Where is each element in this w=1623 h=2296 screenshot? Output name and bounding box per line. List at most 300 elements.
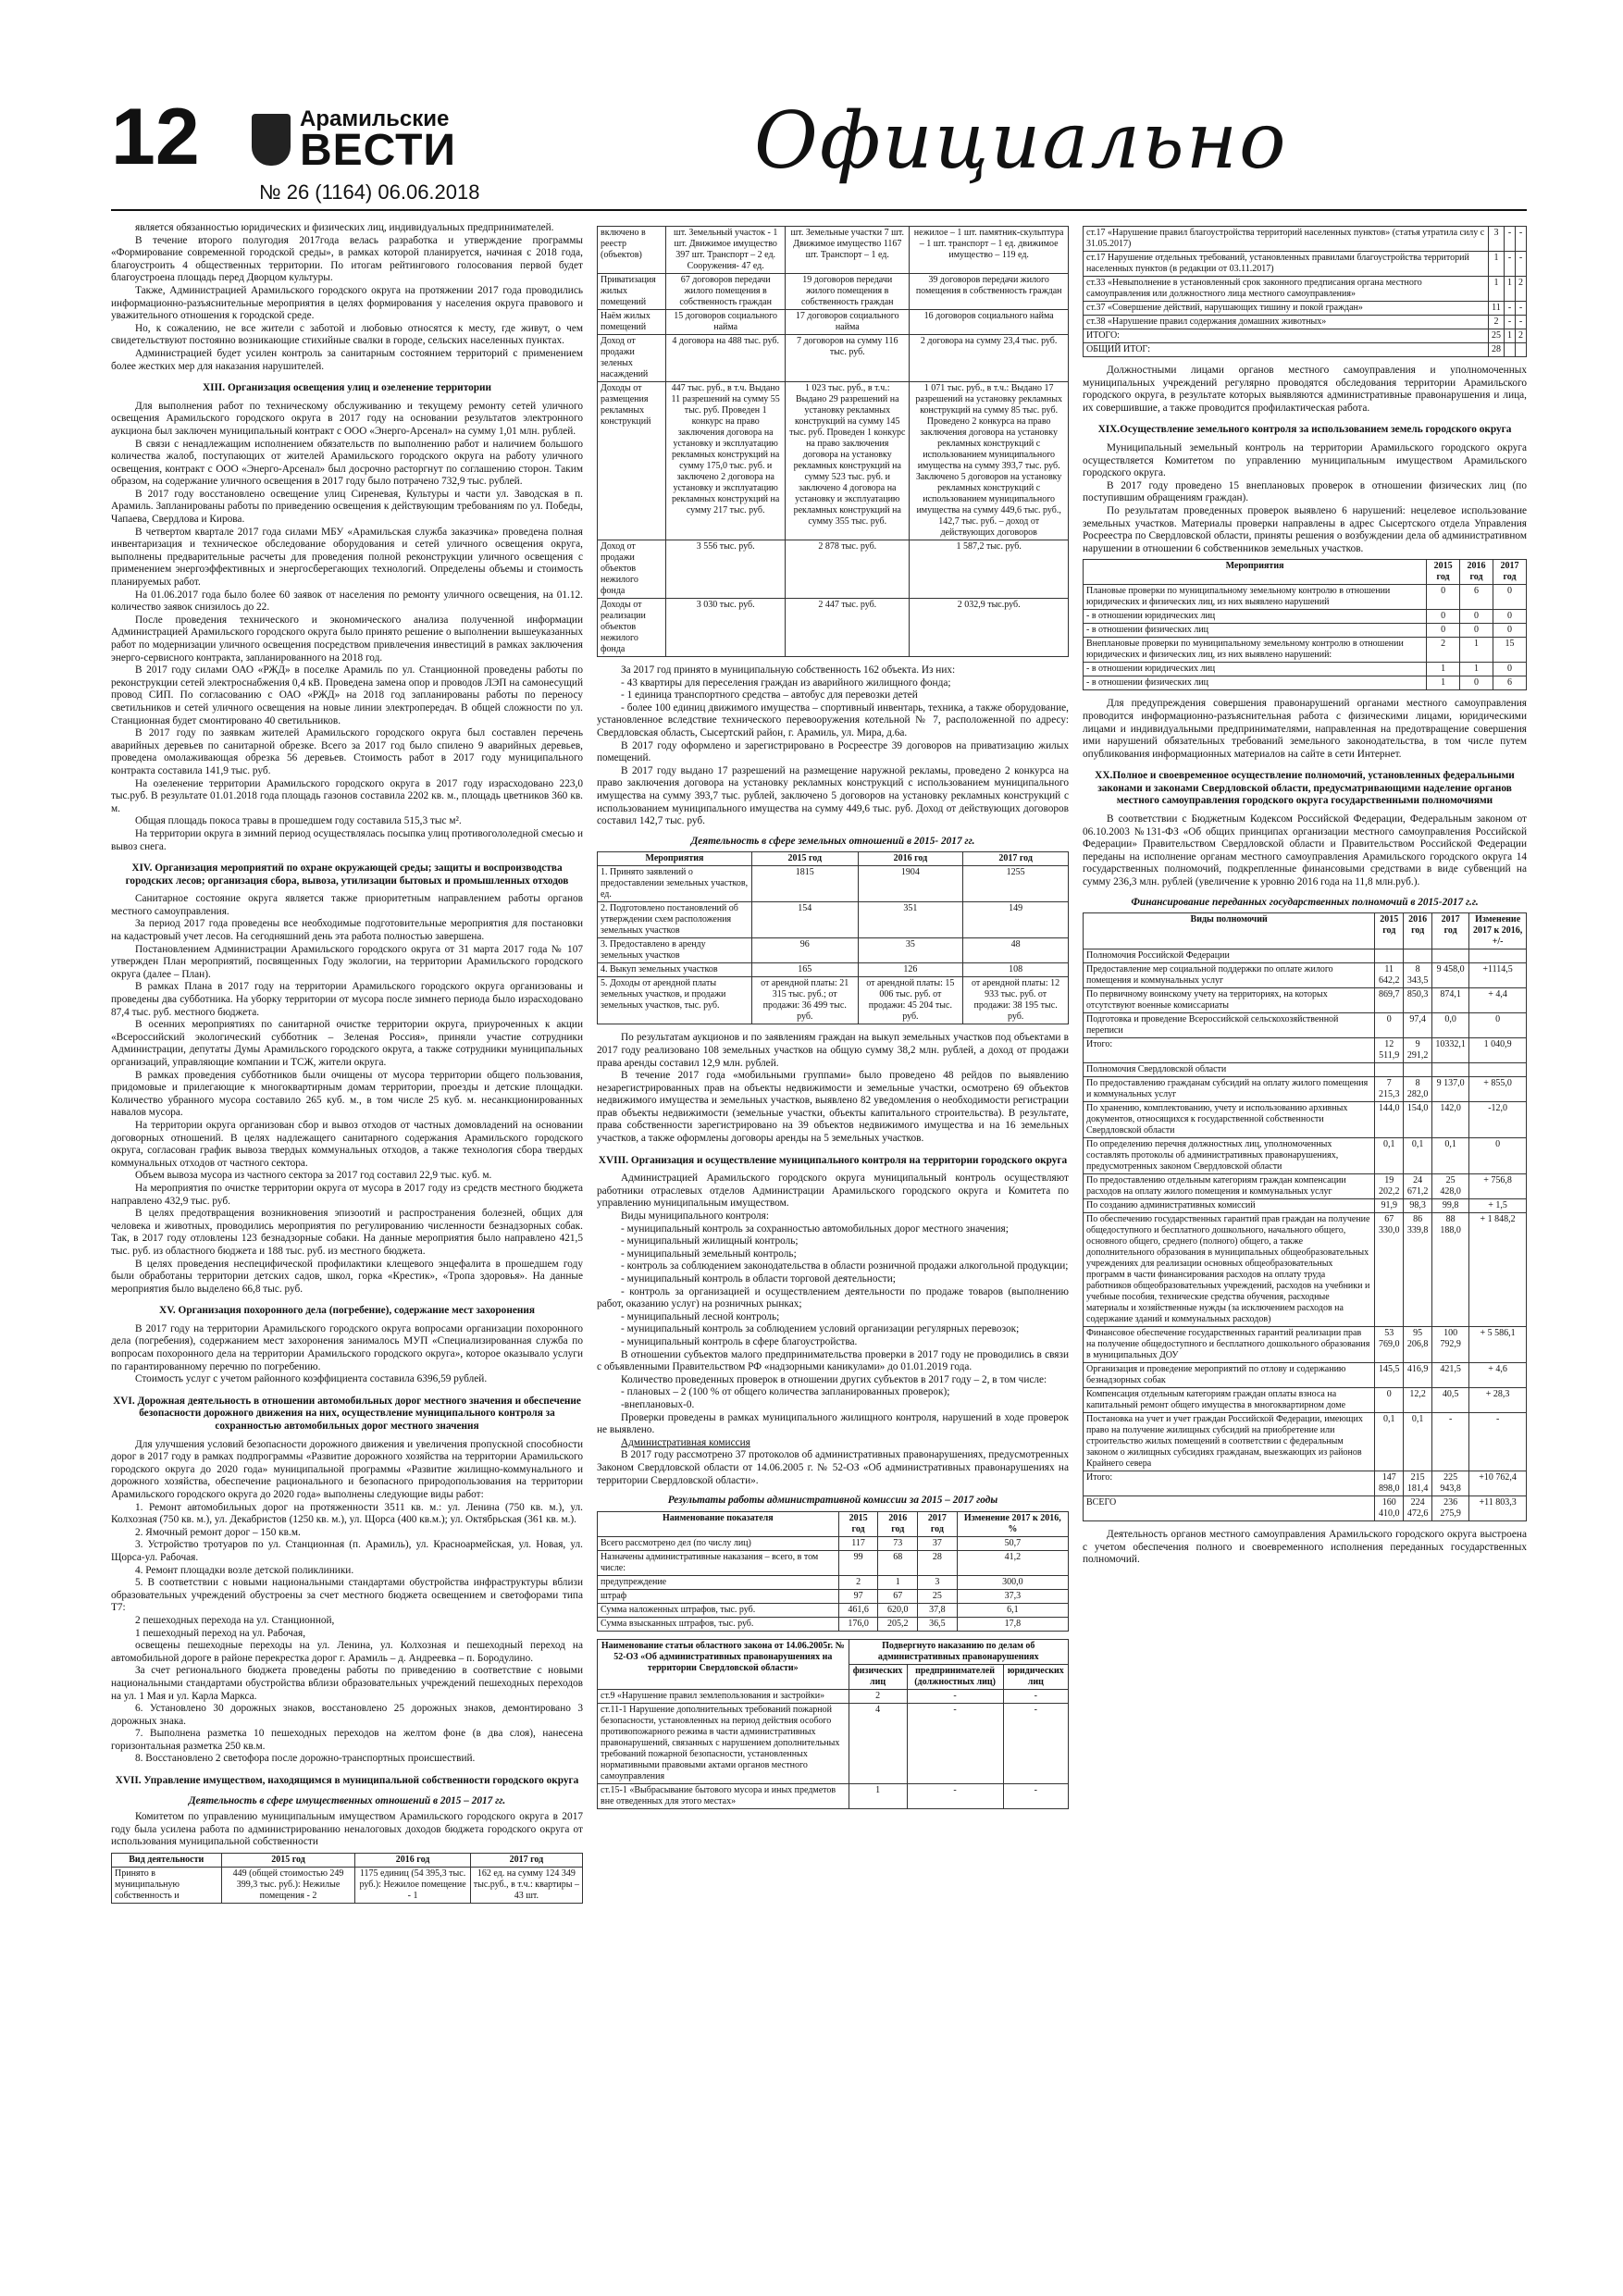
table-cell: 850,3 [1404, 988, 1432, 1013]
table-cell: 7 215,3 [1375, 1077, 1404, 1102]
paragraph: - муниципальный жилищный контроль; [621, 1235, 799, 1247]
table-cell: 17 договоров социального найма [786, 310, 910, 335]
table-cell: Подготовка и проведение Всероссийской сельскохозяйственной переписи [1084, 1013, 1375, 1038]
table-row [1084, 1413, 1527, 1471]
table-cell: 449 (общей стоимостью 249 399,3 тыс. руб.): Нежилые помещения - 2 [221, 1868, 355, 1904]
paragraph: 4. Ремонт площадки возле детской поликлиники. [135, 1564, 354, 1576]
table-cell: - в отношении юридических лиц [1084, 610, 1427, 624]
paragraph: 3. Устройство тротуаров по ул. Станционная (п. Арамиль), ул. Красноармейская, ул. Новая, ул. Щорса-ул. Рабочая. [111, 1539, 583, 1563]
table-cell: 461,6 [838, 1603, 878, 1617]
section-heading: XIII. Организация освещения улиц и озеленение территории [202, 382, 492, 394]
table-cell: Принято в муниципальную собственность и [112, 1868, 222, 1904]
table-cell [1375, 1063, 1404, 1077]
table-cell: 0 [1460, 610, 1493, 624]
table-cell: 8 282,0 [1404, 1077, 1432, 1102]
table-cell: 24 671,2 [1404, 1174, 1432, 1199]
table-cell: 37 [918, 1536, 958, 1550]
table-header: Мероприятия [1084, 560, 1427, 585]
table-row [598, 866, 1069, 902]
table-cell: 0 [1427, 624, 1460, 638]
table-cell: 0 [1493, 585, 1527, 610]
table-header: 2015 год [221, 1854, 355, 1868]
table-cell: 160 410,0 [1375, 1496, 1404, 1521]
issue-info: № 26 (1164) 06.06.2018 [259, 180, 480, 204]
table-row [598, 227, 1069, 274]
table-cell: 67 договоров передачи жилого помещения в собственность граждан [666, 274, 786, 310]
table-cell: 1 071 тыс. руб., в т.ч.: Выдано 17 разрешений на установку рекламных конструкций на сумму 85 тыс. руб. Проведено 2 конкурса на право заключения договора на установку рекламных конструкций с использованием муниципального имущества на сумму 393,7 тыс. руб. Заключено 5 договоров на установку рекламных конструкций с использованием муниципального имущества на сумму 449,6 тыс. руб., 142,7 тыс. руб. – доход от действующих договоров [910, 382, 1069, 540]
table-header: Мероприятия [598, 852, 752, 866]
table-cell: 98,3 [1404, 1199, 1432, 1213]
admin-commission-table [597, 1511, 1069, 1632]
property-table [111, 1853, 583, 1904]
table-cell: ст.11-1 Нарушение дополнительных требований пожарной безопасности, установленных на период действия особого противопожарного режима в части административных правонарушений, связанных с нарушением дополнительных требований пожарной безопасности, установленных нормативными правовыми актами органов местного самоуправления [598, 1703, 849, 1783]
table-cell: 97 [838, 1589, 878, 1603]
table-cell: 1904 [858, 866, 963, 902]
paragraph: Постановлением Администрации Арамильского городского округа от 31 марта 2017 года № 107 утвержден План мероприятий, посвященных Году экологии, на территории Арамильского городского округа (далее – План). [111, 943, 583, 980]
table-cell: По обеспечению государственных гарантий прав граждан на получение общедоступного и бесплатного дошкольного, начального общего, основного общего, среднего (полного) общего, а также дополнительного образования в муниципальных общеобразовательных учреждениях для реализации основных общеобразовательных программ в части финансирования расходов на оплату труда работников общеобразовательных учреждений, расходов на учебники и учебные пособия, технические средства обучения, расходные материалы и хозяйственные нужды (за исключением расходов на содержание зданий и коммунальных расходов) [1084, 1213, 1375, 1327]
table-row [598, 1689, 1069, 1703]
table-cell: + 28,3 [1469, 1388, 1527, 1413]
table-cell: 3 030 тыс. руб. [666, 599, 786, 657]
column-3 [1083, 222, 1527, 2193]
table-cell: 95 206,8 [1404, 1327, 1432, 1363]
table-cell: 126 [858, 963, 963, 977]
paragraph: Виды муниципального контроля: [621, 1210, 769, 1222]
table-cell: ст.37 «Совершение действий, нарушающих тишину и покой граждан» [1084, 302, 1489, 316]
table-cell: 108 [963, 963, 1069, 977]
table-cell: 215 181,4 [1404, 1471, 1432, 1496]
table-cell: - в отношении физических лиц [1084, 676, 1427, 690]
table-cell: 86 339,8 [1404, 1213, 1432, 1327]
table-row [1084, 610, 1527, 624]
table-cell: 6 [1493, 676, 1527, 690]
table-row [1084, 227, 1527, 252]
table-cell: нежилое – 1 шт. памятник-скульптура – 1 шт. транспорт – 1 ед. движимое имущество – 119 ед. [910, 227, 1069, 274]
table-cell: 97,4 [1404, 1013, 1432, 1038]
table-cell: 37,8 [918, 1603, 958, 1617]
table-row [1084, 1496, 1527, 1521]
table-cell: 176,0 [838, 1617, 878, 1631]
header-rule [111, 209, 1527, 211]
table-cell: 16 договоров социального найма [910, 310, 1069, 335]
table-cell: 41,2 [957, 1550, 1068, 1575]
table-cell: - [1516, 227, 1527, 252]
table-cell: 48 [963, 938, 1069, 963]
table-cell: 0,1 [1404, 1413, 1432, 1471]
table-row [1084, 329, 1527, 343]
table-cell: 6 [1460, 585, 1493, 610]
table-cell: - [907, 1783, 1003, 1808]
table-cell: 0,1 [1404, 1138, 1432, 1174]
table-cell: 25 [918, 1589, 958, 1603]
table-cell: 19 202,2 [1375, 1174, 1404, 1199]
table-cell: Плановые проверки по муниципальному земельному контролю в отношении юридических и физических лиц, из них выявлено нарушений [1084, 585, 1427, 610]
table-cell: 25 [1489, 329, 1505, 343]
table-cell: 8 343,5 [1404, 963, 1432, 988]
table-cell: 1 [1489, 277, 1505, 302]
table-row [1084, 1471, 1527, 1496]
table-cell: 1. Принято заявлений о предоставлении земельных участков, ед. [598, 866, 752, 902]
table-cell: 224 472,6 [1404, 1496, 1432, 1521]
table-cell: - [1003, 1689, 1068, 1703]
paragraph: 6. Установлено 30 дорожных знаков, восстановлено 25 дорожных знаков, демонтировано 3 дорожных знака. [111, 1703, 583, 1727]
table-row [1084, 1199, 1527, 1213]
logo-top-text: Арамильские [300, 106, 450, 131]
table-row [598, 1783, 1069, 1808]
table-cell: предупреждение [598, 1575, 839, 1589]
table-row [598, 1703, 1069, 1783]
table-cell: 2 878 тыс. руб. [786, 540, 910, 599]
land-control-table [1083, 559, 1527, 690]
table-cell [1404, 1063, 1432, 1077]
paragraph: -внеплановых-0. [621, 1398, 695, 1410]
table-header: 2016 год [1404, 913, 1432, 949]
table-cell: 874,1 [1432, 988, 1469, 1013]
table-cell: Внеплановые проверки по муниципальному земельному контролю в отношении юридических и физических лиц, из них выявлено нарушений: [1084, 638, 1427, 663]
table-cell: ст.9 «Нарушение правил землепользования и застройки» [598, 1689, 849, 1703]
table-cell: 4 [849, 1703, 907, 1783]
table-cell: 1 [1489, 252, 1505, 277]
table-row [112, 1868, 583, 1904]
table-cell: По первичному воинскому учету на территориях, на которых отсутствуют военные комиссариаты [1084, 988, 1375, 1013]
table-cell: - в отношении юридических лиц [1084, 663, 1427, 676]
table-cell: 28 [1489, 343, 1505, 357]
table-row [1084, 1327, 1527, 1363]
table-cell: 144,0 [1375, 1102, 1404, 1138]
table-cell: 0,0 [1432, 1013, 1469, 1038]
table-cell: - [1469, 1413, 1527, 1471]
table-header: Вид деятельности [112, 1854, 222, 1868]
table-cell: 447 тыс. руб., в т.ч. Выдано 11 разрешений на сумму 55 тыс. руб. Проведен 1 конкурс на право заключения договора на установку и эксплуатацию рекламных конструкций на сумму 175,0 тыс. руб. и заключено 2 договора на установку и эксплуатацию рекламных конструкций на сумму 217 тыс. руб. [666, 382, 786, 540]
violations-table-continued [1083, 226, 1527, 357]
table-cell: 91,9 [1375, 1199, 1404, 1213]
table-row [598, 1550, 1069, 1575]
table-row [1084, 1013, 1527, 1038]
section-heading: XVI. Дорожная деятельность в отношении автомобильных дорог местного значения и обеспечение безопасности дорожного движения на них, осуществление муниципального контроля за сохранностью автомобильных дорог местного значения [113, 1395, 581, 1433]
table-row [598, 1536, 1069, 1550]
paragraph: После проведения технического и экономического анализа полученной информации Администрацией Арамильского городского округа было принято решение о выполнении вышеуказанных работ по модернизации уличного освещения посредством привлечения инвестиций в рамках заключения энерго-сервисного контракта, запланированного на 2018 год. [111, 614, 583, 664]
table-cell: 5. Доходы от арендной платы земельных участков, и продажи земельных участков, тыс. руб. [598, 977, 752, 1024]
table-cell: 869,7 [1375, 988, 1404, 1013]
table-cell: Всего рассмотрено дел (по числу лиц) [598, 1536, 839, 1550]
table-cell: ст.17 «Нарушение правил благоустройства территорий населенных пунктов» (статья утратила силу с 31.05.2017) [1084, 227, 1489, 252]
table-row [598, 1575, 1069, 1589]
table-header: 2015 год [1427, 560, 1460, 585]
paragraph: - муниципальный лесной контроль; [621, 1310, 780, 1322]
table-row [1084, 1063, 1527, 1077]
table-cell: 37,3 [957, 1589, 1068, 1603]
paragraph: В 2017 году оформлено и зарегистрировано в Росреестре 39 договоров на приватизацию жилых помещений. [597, 739, 1069, 764]
table-cell [1432, 1063, 1469, 1077]
table-cell: 39 договоров передачи жилого помещения в собственность граждан [910, 274, 1069, 310]
table-cell: 50,7 [957, 1536, 1068, 1550]
table-header-row [598, 1511, 1069, 1536]
paragraph: 2 пешеходных перехода на ул. Станционной, [135, 1614, 335, 1626]
table-header: Виды полномочий [1084, 913, 1375, 949]
logo-main-text: ВЕСТИ [300, 126, 456, 175]
table-cell: - [1003, 1783, 1068, 1808]
table-cell: -12,0 [1469, 1102, 1527, 1138]
paragraph: Деятельность органов местного самоуправления Арамильского городского округа выстроена с учетом обеспечения полного и своевременного исполнения переданных государственных полномочий. [1083, 1529, 1527, 1566]
paragraph: - муниципальный контроль за соблюдением условий организации регулярных перевозок; [621, 1323, 1020, 1335]
table-cell: 12 511,9 [1375, 1038, 1404, 1063]
table-cell: + 756,8 [1469, 1174, 1527, 1199]
table-cell: штраф [598, 1589, 839, 1603]
paragraph: В течение второго полугодия 2017года велась разработка и утверждение программы «Формирование современной городской среды», в рамках которой планируется, начиная с 2018 года, благоустроить 4 общественных территории. По итогам рейтингового голосования первой будет благоустроена площадь перед Дворцом культуры. [111, 234, 583, 284]
table-cell [1469, 949, 1527, 963]
table-cell: 100 792,9 [1432, 1327, 1469, 1363]
table-cell: По созданию административных комиссий [1084, 1199, 1375, 1213]
table-cell: Полномочия Российской Федерации [1084, 949, 1375, 963]
table-header: 2017 год [963, 852, 1069, 866]
table-cell: 2 [1427, 638, 1460, 663]
table-cell: 1 [878, 1575, 918, 1589]
table-cell: 17,8 [957, 1617, 1068, 1631]
table-header: 2016 год [355, 1854, 470, 1868]
table-row [598, 274, 1069, 310]
column-1 [111, 222, 583, 2193]
violations-table [597, 1639, 1069, 1809]
table-cell: 0 [1427, 610, 1460, 624]
table-cell: - [1003, 1703, 1068, 1783]
paragraph: В связи с ненадлежащим исполнением обязательств по выполнению работ и наличием большого количества жалоб, поступающих от жителей Арамильского городского округа на работу уличного освещения, контракт с ООО «Энерго-Арсенал» был досрочно расторгнут по соглашению сторон. Таким образом, на содержание уличного освещения в 2017 году было потрачено 732,9 тыс. рублей. [111, 438, 583, 488]
table-cell: 0,1 [1375, 1413, 1404, 1471]
table-row [1084, 638, 1527, 663]
table-cell: 147 898,0 [1375, 1471, 1404, 1496]
table-row [1084, 316, 1527, 329]
table-row [1084, 663, 1527, 676]
table-cell: 2 447 тыс. руб. [786, 599, 910, 657]
paragraph: На мероприятия по очистке территории округа от мусора в 2017 году из средств местного бюджета направлено 432,9 тыс. руб. [111, 1182, 583, 1207]
table-cell: По хранению, комплектованию, учету и использованию архивных документов, относящихся к государственной собственности Свердловской области [1084, 1102, 1375, 1138]
table-cell: 68 [878, 1550, 918, 1575]
table-cell: 0 [1469, 1013, 1527, 1038]
table-cell: шт. Земельный участок - 1 шт. Движимое имущество 397 шт. Транспорт – 2 ед. Сооружения- 47 ед. [666, 227, 786, 274]
table-cell: шт. Земельные участки 7 шт. Движимое имущество 1167 шт. Транспорт – 1 ед. [786, 227, 910, 274]
paragraph: Санитарное состояние округа является также приоритетным направлением работы органов местного самоуправления. [111, 893, 583, 917]
table-header: 2016 год [878, 1511, 918, 1536]
table-cell: 1 [1505, 277, 1516, 302]
table-cell: 1 [1460, 663, 1493, 676]
table-cell: 11 642,2 [1375, 963, 1404, 988]
paragraph: Стоимость услуг с учетом районного коэффициента составила 6396,59 рублей. [135, 1373, 488, 1385]
table-row [1084, 676, 1527, 690]
table-cell: 1255 [963, 866, 1069, 902]
table-cell: 3 [918, 1575, 958, 1589]
paragraph: - муниципальный контроль за сохранностью автомобильных дорог местного значения; [621, 1222, 1009, 1235]
paragraph: За счет регионального бюджета проведены работы по приведению в соответствие с новыми национальными стандартами обустройства вблизи образовательных учреждений пешеходных переходов на ул. 1 Мая и ул. Карла Маркса. [111, 1665, 583, 1702]
table-header: Наименование показателя [598, 1511, 839, 1536]
table-cell: Компенсация отдельным категориям граждан оплаты взноса на капитальный ремонт общего имущества в многоквартирном доме [1084, 1388, 1375, 1413]
table-cell: ст.15-1 «Выбрасывание бытового мусора и иных предметов вне отведенных для этого местах» [598, 1783, 849, 1808]
state-powers-table [1083, 912, 1527, 1521]
paragraph: В 2017 году по заявкам жителей Арамильского городского округа был составлен перечень аварийных деревьев по санитарной обрезке. Всего за 2017 год было спилено 9 аварийных деревьев, проведена омолаживающая обрезка 56 деревьев. Стоимость работ в 2017 году муниципального контракта составила 141,9 тыс. руб. [111, 727, 583, 776]
table-cell: 0 [1493, 663, 1527, 676]
table-row [598, 977, 1069, 1024]
table-cell: 351 [858, 902, 963, 938]
table-cell: Финансовое обеспечение государственных гарантий реализации прав на получение общедоступного и бесплатного дошкольного образования в муниципальных ДОУ [1084, 1327, 1375, 1363]
table-cell: 142,0 [1432, 1102, 1469, 1138]
table-cell: - [907, 1689, 1003, 1703]
table-cell: 4 договора на 488 тыс. руб. [666, 335, 786, 382]
table-cell: 154 [751, 902, 858, 938]
table-row [1084, 1363, 1527, 1388]
table-cell: 2 [1489, 316, 1505, 329]
subsection-heading: Деятельность в сфере земельных отношений в 2015- 2017 гг. [690, 835, 975, 847]
table-row [1084, 252, 1527, 277]
table-cell: 145,5 [1375, 1363, 1404, 1388]
table-cell: 15 [1493, 638, 1527, 663]
table-header-row [112, 1854, 583, 1868]
table-cell: 9 458,0 [1432, 963, 1469, 988]
table-cell: 40,5 [1432, 1388, 1469, 1413]
table-cell: 1 023 тыс. руб., в т.ч.: Выдано 29 разрешений на установку рекламных конструкций на сумму 145 тыс. руб. Проведен 1 конкурс на право заключения договора на установку рекламных конструкций на сумму 523 тыс. руб. и заключено 4 договора на установку и эксплуатацию рекламных конструкций на сумму 355 тыс. руб. [786, 382, 910, 540]
table-row [598, 963, 1069, 977]
table-header: 2017 год [1432, 913, 1469, 949]
paragraph: - муниципальный земельный контроль; [621, 1247, 797, 1260]
paragraph: По результатам аукционов и по заявлениям граждан на выкуп земельных участков под объектами в 2017 году реализовано 108 земельных участков на общую сумму 38,2 млн. рублей, а доход от продажи права аренды составил 12,9 млн. рублей. [597, 1032, 1069, 1069]
paragraph: В течение 2017 года «мобильными группами» было проведено 48 рейдов по выявлению незарегистрированных прав на объекты недвижимости и земельные участки, осмотрено 69 объектов недвижимого имущества и земельных участков, выявлено 82 уведомления о необходимости регистрации прав объекты недвижимости (земельные участки, объекты капитального строительства). В результате, права собственности зарегистрировано на 39 объектов недвижимого имущества и на 16 земельных участков, а также оформлены договоры аренды на 5 земельных участков. [597, 1070, 1069, 1145]
section-heading: XIV. Организация мероприятий по охране окружающей среды; защиты и воспроизводства городских лесов; организация сбора, вывоза, утилизации бытовых и промышленных отходов [125, 863, 569, 887]
table-cell: 36,5 [918, 1617, 958, 1631]
table-cell: 1 [849, 1783, 907, 1808]
table-cell: По определению перечня должностных лиц, уполномоченных составлять протоколы об административных правонарушениях, предусмотренных законом Свердловской области [1084, 1138, 1375, 1174]
table-row [1084, 343, 1527, 357]
subsection-heading: Финансирование переданных государственных полномочий в 2015-2017 г.г. [1131, 896, 1479, 908]
subsection-heading: Деятельность в сфере имущественных отношений в 2015 – 2017 гг. [188, 1794, 506, 1806]
paragraph: В 2017 году на территории Арамильского городского округа вопросами организации похоронного дела (погребения), содержанием мест захоронения занималось МУП «Специализированная служба по вопросам похоронного дела на территории Арамильского городского округа», которое оказывало услуги по гарантированному перечню по погребению. [111, 1322, 583, 1372]
paragraph: В целях проведения неспецифической профилактики клещевого энцефалита в прошедшем году были обработаны территории детских садов, школ, горка «Крестик», «Тропа здоровья». На данные мероприятия было выделено 66,8 тыс. руб. [111, 1258, 583, 1295]
table-cell: ст.38 «Нарушение правил содержания домашних животных» [1084, 316, 1489, 329]
table-cell: Организация и проведение мероприятий по отлову и содержанию безнадзорных собак [1084, 1363, 1375, 1388]
table-cell: - [1516, 252, 1527, 277]
table-row [1084, 1174, 1527, 1199]
table-cell: 2 032,9 тыс.руб. [910, 599, 1069, 657]
paragraph: На территории округа организован сбор и вывоз отходов от частных домовладений на основании договорных отношений. В целях надлежащего санитарного содержания Арамильского городского округа, согласован график вывоза твердых коммунальных отходов, а также технология сбора твердых коммунальных отходов от частного сектора. [111, 1119, 583, 1169]
table-cell: 205,2 [878, 1617, 918, 1631]
table-row [1084, 585, 1527, 610]
paragraph: Комитетом по управлению муниципальным имуществом Арамильского городского округа в 2017 году была усилена работа по администрированию неналоговых доходов бюджета городского округа от использования муниципальной собственности [111, 1811, 583, 1848]
table-header: Подвергнуто наказанию по делам об административных правонарушениях [849, 1639, 1068, 1664]
property-table-continued [597, 226, 1069, 657]
table-row [1084, 963, 1527, 988]
table-cell: Назначены административные наказания – всего, в том числе: [598, 1550, 839, 1575]
table-cell: ОБЩИЙ ИТОГ: [1084, 343, 1489, 357]
table-cell: + 4,4 [1469, 988, 1527, 1013]
table-cell: - [1505, 252, 1516, 277]
paragraph: Администрацией Арамильского городского округа муниципальный контроль осуществляют работники отраслевых отделов Администрации Арамильского городского округа и Комитета по управлению муниципальным имуществом. [597, 1173, 1069, 1210]
table-cell: 154,0 [1404, 1102, 1432, 1138]
table-row [1084, 1077, 1527, 1102]
paragraph: Для предупреждения совершения правонарушений органами местного самоуправления проводится информационно-разъяснительная работа с физическими лицами, юридическими лицами и индивидуальными предпринимателями, направленная на предотвращение совершения ими нарушений обязательных требований земельного законодательства, в том числе путем опубликования информационных материалов на сайте в сети Интернет. [1083, 698, 1527, 760]
paragraph: Также, Администрацией Арамильского городского округа на протяжении 2017 года проводились информационно-разъяснительные мероприятия в целях формирования у населения округа правового и уважительного отношения к городской среде. [111, 284, 583, 322]
table-row [598, 938, 1069, 963]
table-cell: Итого: [1084, 1038, 1375, 1063]
table-cell: 149 [963, 902, 1069, 938]
table-cell: 2 [838, 1575, 878, 1589]
table-cell: от арендной платы: 15 006 тыс. руб. от продажи: 45 204 тыс. руб. [858, 977, 963, 1024]
table-cell: 96 [751, 938, 858, 963]
paragraph: За период 2017 года проведены все необходимые подготовительные мероприятия для постановки на кадастровый учет лесов. На сегодняшний день эта работа полностью завершена. [111, 918, 583, 943]
paragraph: На озеленение территории Арамильского городского округа в 2017 году израсходовано 223,0 тыс.руб. В результате 01.01.2018 года площадь газонов составила 2202 кв. м., площадь цветников 360 кв. м. [111, 777, 583, 814]
table-cell: 9 291,2 [1404, 1038, 1432, 1063]
table-cell: +10 762,4 [1469, 1471, 1527, 1496]
section-heading: XVII. Управление имуществом, находящимся в муниципальной собственности городского округа [115, 1775, 579, 1787]
table-cell: 0 [1427, 585, 1460, 610]
table-cell: 28 [918, 1550, 958, 1575]
table-cell: 2 [1516, 329, 1527, 343]
table-cell [1469, 1063, 1527, 1077]
table-cell: 99 [838, 1550, 878, 1575]
section-heading: XV. Организация похоронного дела (погребение), содержание мест захоронения [159, 1305, 535, 1317]
paragraph: Муниципальный земельный контроль на территории Арамильского городского округа осуществляется Комитетом по управлению муниципальным имуществом Арамильского городского округа. [1083, 441, 1527, 479]
paragraph: За 2017 год принято в муниципальную собственность 162 объекта. Из них: [621, 664, 956, 676]
paragraph: 5. В соответствии с новыми национальными стандартами обустройства инфраструктуры вблизи образовательных учреждений обустроены за счет местного бюджета освещением и светофорами типа Т7: [111, 1577, 583, 1614]
table-cell: 0 [1493, 610, 1527, 624]
table-cell: + 1,5 [1469, 1199, 1527, 1213]
paragraph: Количество проведенных проверок в отношении других субъектов в 2017 году – 2, в том числе: [621, 1373, 1047, 1385]
table-header-row [598, 852, 1069, 866]
table-cell: 1815 [751, 866, 858, 902]
paragraph: В целях предотвращения возникновения эпизоотий и распространения болезней, общих для человека и животных, проводились мероприятия по регулированию численности безнадзорных собак. Так, в 2017 году отловлены 123 безнадзорные собаки. На данные мероприятия было направлено 421,5 тыс. руб. из областного бюджета и 188 тыс. руб. из местного бюджета. [111, 1208, 583, 1257]
table-cell: - [1505, 227, 1516, 252]
table-header: 2017 год [470, 1854, 582, 1868]
table-row [598, 902, 1069, 938]
table-row [1084, 1388, 1527, 1413]
paragraph: 1 пешеходный переход на ул. Рабочая, [135, 1627, 306, 1639]
section-heading: XIX.Осуществление земельного контроля за использованием земель городского округа [1097, 424, 1512, 436]
table-cell: 3 556 тыс. руб. [666, 540, 786, 599]
table-cell: 162 ед. на сумму 124 349 тыс.руб., в т.ч.: квартиры – 43 шт. [470, 1868, 582, 1904]
table-header: 2016 год [858, 852, 963, 866]
paragraph: Но, к сожалению, не все жители с заботой и любовью относятся к месту, где живут, о чем свидетельствуют постоянно возникающие стихийные свалки в городе, сельских населенных пунктах. [111, 322, 583, 347]
table-row [1084, 302, 1527, 316]
table-row [1084, 624, 1527, 638]
table-row [1084, 1038, 1527, 1063]
masthead [111, 93, 1527, 208]
table-cell [1404, 949, 1432, 963]
table-cell: 12,2 [1404, 1388, 1432, 1413]
paragraph: В 2017 году проведено 15 внеплановых проверок в отношении физических лиц (по поступившим обращениям граждан). [1083, 479, 1527, 504]
table-cell: 15 договоров социального найма [666, 310, 786, 335]
section-heading: XVIII. Организация и осуществление муниципального контроля на территории городского округа [598, 1154, 1068, 1166]
table-header: 2015 год [1375, 913, 1404, 949]
table-row [1084, 988, 1527, 1013]
table-cell: 620,0 [878, 1603, 918, 1617]
table-cell: +11 803,3 [1469, 1496, 1527, 1521]
table-cell: 2 договора на сумму 23,4 тыс. руб. [910, 335, 1069, 382]
paragraph: По результатам проведенных проверок выявлено 6 нарушений: нецелевое использование земельных участков. Материалы проверки направлены в адрес Сысертского отдела Управления Росреестра по Свердловской области, приняты решения о возбуждении дела об административном нарушении в отношении 6 собственников земельных участков. [1083, 504, 1527, 554]
subsection-heading: Результаты работы административной комиссии за 2015 – 2017 годы [667, 1495, 998, 1507]
table-cell: 2 [849, 1689, 907, 1703]
table-cell [1432, 949, 1469, 963]
table-cell: 1 [1505, 329, 1516, 343]
table-header: физических лиц [849, 1664, 907, 1689]
paragraph: Проверки проведены в рамках муниципального жилищного контроля, нарушений в ходе проверок не выявлено. [597, 1411, 1069, 1436]
table-cell: 421,5 [1432, 1363, 1469, 1388]
paragraph: В отношении субъектов малого предпринимательства проверки в 2017 году не проводились в связи с объявленными Правительством РФ «надзорными каникулами» до 01.01.2019 года. [597, 1348, 1069, 1373]
paragraph: В рамках Плана в 2017 году на территории Арамильского городского округа организованы и проведены два субботника. На уборку территории от мусора после зимнего периода было израсходовано 87,4 тыс. руб. местного бюджета. [111, 981, 583, 1018]
paragraph: - 43 квартиры для переселения граждан из аварийного жилищного фонда; [621, 676, 951, 689]
table-cell: - [907, 1703, 1003, 1783]
table-cell: 0 [1469, 1138, 1527, 1174]
table-cell: ст.33 «Невыполнение в установленный срок законного предписания органа местного самоуправления или должностного лица местного самоуправления» [1084, 277, 1489, 302]
table-row [598, 1617, 1069, 1631]
paragraph: - плановых – 2 (100 % от общего количества запланированных проверок); [621, 1386, 950, 1398]
table-cell: 0,1 [1432, 1138, 1469, 1174]
table-cell: + 5 586,1 [1469, 1327, 1527, 1363]
crest-icon [252, 114, 291, 166]
